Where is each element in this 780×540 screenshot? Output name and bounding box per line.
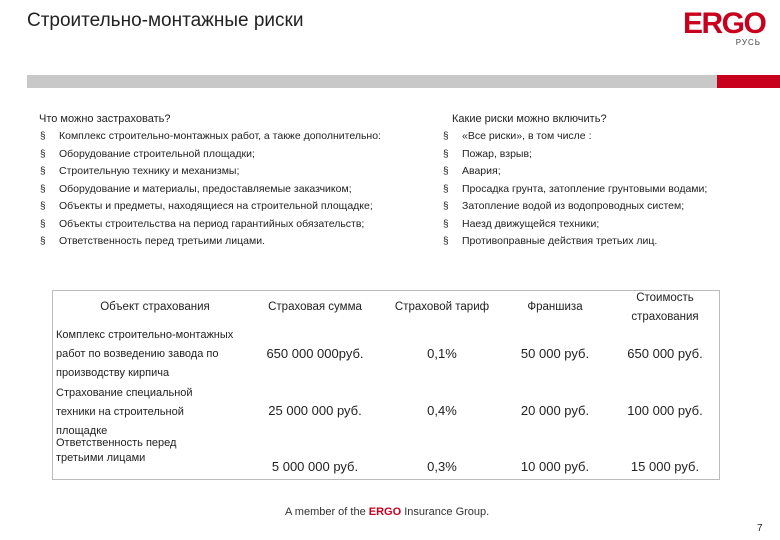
list-item: § Объекты строительства на период гарантийных обязательств; (40, 216, 381, 234)
list-item: § Просадка грунта, затопление грунтовыми водами; (443, 181, 707, 199)
footer-prefix: A member of the (285, 506, 369, 518)
footer-brand: ERGO (368, 506, 402, 518)
table-cell-sum: 25 000 000 руб. (268, 403, 362, 418)
list-item: § Затопление водой из водопроводных систем; (443, 198, 707, 216)
list-item: § «Все риски», в том числе : (443, 128, 707, 146)
list-item: § Наезд движущейся техники; (443, 216, 707, 234)
right-section-heading: Какие риски можно включить? (452, 113, 607, 125)
table-cell-rate: 0,4% (427, 403, 457, 418)
left-section-heading: Что можно застраховать? (39, 113, 171, 125)
table-header-deductible: Франшиза (527, 301, 583, 313)
list-item: § Авария; (443, 163, 707, 181)
list-item: § Оборудование и материалы, предоставляемые заказчиком; (40, 181, 381, 199)
logo-brand: ERGO (683, 7, 766, 40)
list-item: § Противоправные действия третьих лиц. (443, 233, 707, 251)
table-cell-rate: 0,3% (427, 459, 457, 474)
table-cell-deductible: 10 000 руб. (520, 459, 590, 474)
table-cell-cost: 650 000 руб. (627, 346, 703, 361)
insurable-objects-list (40, 128, 381, 251)
table-cell-deductible: 20 000 руб. (520, 403, 590, 418)
header-accent-bar (717, 75, 780, 88)
ergo-logo (683, 7, 766, 47)
table-cell-object: Ответственность перед третьими лицами (56, 437, 177, 464)
page-number: 7 (757, 523, 763, 534)
list-item: § Ответственность перед третьими лицами. (40, 233, 381, 251)
page-title: Строительно-монтажные риски (27, 10, 304, 31)
table-cell-object: Страхование специальной техники на строительной площадке (56, 387, 193, 437)
risks-list (443, 128, 707, 251)
table-cell-cost: 100 000 руб. (627, 403, 703, 418)
list-item: § Объекты и предметы, находящиеся на строительной площадке; (40, 198, 381, 216)
list-item: § Оборудование строительной площадки; (40, 146, 381, 164)
table-header-object: Объект страхования (100, 301, 210, 313)
footer-tagline (285, 506, 489, 518)
list-item: § Строительную технику и механизмы; (40, 163, 381, 181)
header-divider-bar (27, 75, 717, 88)
list-item: § Комплекс строительно-монтажных работ, а также дополнительно: (40, 128, 381, 146)
table-cell-sum: 5 000 000 руб. (271, 459, 359, 474)
list-item: § Пожар, взрыв; (443, 146, 707, 164)
table-header-rate: Страховой тариф (394, 301, 490, 313)
table-header-cost: Стоимость страхования (631, 292, 699, 323)
table-cell-rate: 0,1% (427, 346, 457, 361)
table-cell-deductible: 50 000 руб. (520, 346, 590, 361)
table-cell-cost: 15 000 руб. (630, 459, 700, 474)
table-header-sum: Страховая сумма (268, 301, 362, 313)
table-cell-sum: 650 000 000руб. (266, 346, 364, 361)
footer-suffix: Insurance Group. (401, 506, 490, 518)
logo-subtitle: РУСЬ (735, 38, 761, 47)
table-cell-object: Комплекс строительно-монтажных работ по возведению завода по производству кирпича (56, 329, 234, 379)
